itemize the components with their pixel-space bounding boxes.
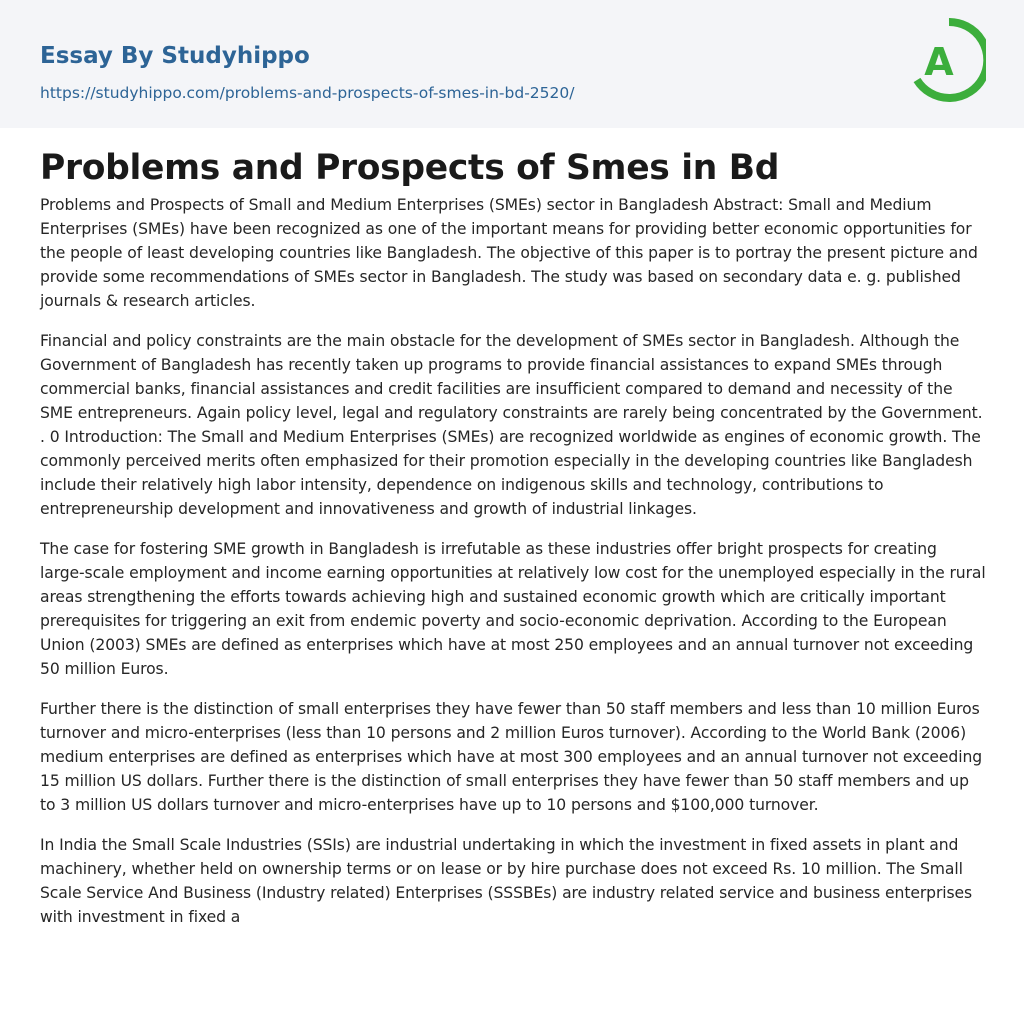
article-paragraph: Further there is the distinction of small enterprises they have fewer than 50 staff members and less than 10 million Euros turnover and micro-enterprises (less than 10 persons and 2 million Euros turnover). According to the World Bank (2006) medium enterprises are defined as enterprises which have at most 300 employees and an annual turnover not exceeding 15 million US dollars. Further there is the distinction of small enterprises they have fewer than 50 staff members and up to 3 million US dollars turnover and micro-enterprises have up to 10 persons and $100,000 turnover. <box>40 700 983 814</box>
page-title: Problems and Prospects of Smes in Bd <box>40 148 780 188</box>
studyhippo-logo-icon[interactable] <box>912 18 986 106</box>
article-body <box>40 193 986 929</box>
site-header <box>0 0 1024 128</box>
logo-graphic <box>912 18 986 106</box>
article-paragraph: In India the Small Scale Industries (SSIs) are industrial undertaking in which the investment in fixed assets in plant and machinery, whether held on ownership terms or on lease or by hire purchase does not exceed Rs. 10 million. The Small Scale Service And Business (Industry related) Enterprises (SSSBEs) are industry related service and business enterprises with investment in fixed a <box>40 836 973 926</box>
logo-letter: A <box>924 40 954 84</box>
article-paragraph: Problems and Prospects of Small and Medium Enterprises (SMEs) sector in Bangladesh Abstract: Small and Medium Enterprises (SMEs) have been recognized as one of the important means for providing better economic opportunities for the people of least developing countries like Bangladesh. The objective of this paper is to portray the present picture and provide some recommendations of SMEs sector in Bangladesh. The study was based on secondary data e. g. published journals & research articles. <box>40 196 978 310</box>
article-paragraph: Financial and policy constraints are the main obstacle for the development of SMEs sector in Bangladesh. Although the Government of Bangladesh has recently taken up programs to provide financial assistances to expand SMEs through commercial banks, financial assistances and credit facilities are insufficient compared to demand and necessity of the SME entrepreneurs. Again policy level, legal and regulatory constraints are rarely being concentrated by the Government. . 0 Introduction: The Small and Medium Enterprises (SMEs) are recognized worldwide as engines of economic growth. The commonly perceived merits often emphasized for their promotion especially in the developing countries like Bangladesh include their relatively high labor intensity, dependence on indigenous skills and technology, contributions to entrepreneurship development and innovativeness and growth of industrial linkages. <box>40 332 983 518</box>
article <box>0 148 1024 929</box>
article-paragraph: The case for fostering SME growth in Bangladesh is irrefutable as these industries offer bright prospects for creating large-scale employment and income earning opportunities at relatively low cost for the unemployed especially in the rural areas strengthening the efforts towards achieving high and sustained economic growth which are critically important prerequisites for triggering an exit from endemic poverty and socio-economic deprivation. According to the European Union (2003) SMEs are defined as enterprises which have at most 250 employees and an annual turnover not exceeding 50 million Euros. <box>40 540 986 678</box>
source-url-link[interactable]: https://studyhippo.com/problems-and-prospects-of-smes-in-bd-2520/ <box>40 84 575 102</box>
site-title[interactable]: Essay By Studyhippo <box>40 43 310 69</box>
